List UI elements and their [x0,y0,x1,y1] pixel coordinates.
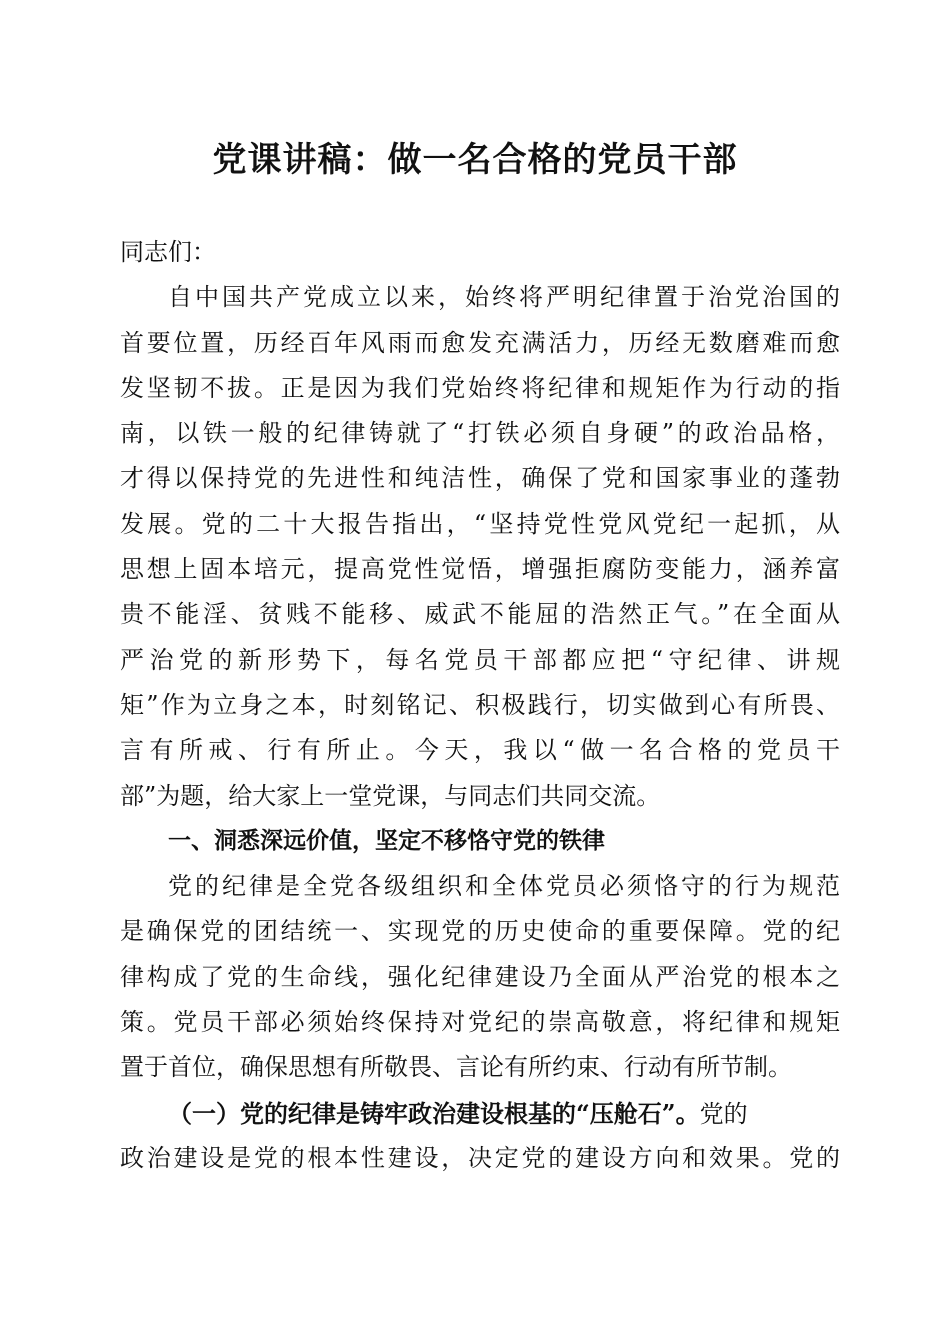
paragraph-line: 党的纪律是全党各级组织和全体党员必须恪守的行为规范 [168,872,840,901]
section-heading: 一、洞悉深远价值，坚定不移恪守党的铁律 [168,827,605,854]
paragraph-line: 发坚韧不拔。正是因为我们党始终将纪律和规矩作为行动的指 [120,373,840,402]
paragraph-line: 首要位置，历经百年风雨而愈发充满活力，历经无数磨难而愈 [120,328,840,357]
document-body [120,230,840,1181]
document-title: 党课讲稿：做一名合格的党员干部 [212,140,738,180]
subsection-text: 党的 [699,1099,748,1128]
paragraph-line: 才得以保持党的先进性和纯洁性，确保了党和国家事业的蓬勃 [120,464,840,493]
subsection-line [120,1091,840,1136]
paragraph-line: 政治建设是党的根本性建设，决定党的建设方向和效果。党的 [120,1143,840,1172]
paragraph-line: 自中国共产党成立以来，始终将严明纪律置于治党治国的 [168,283,840,312]
paragraph-line: 部”为题，给大家上一堂党课，与同志们共同交流。 [120,781,661,810]
paragraph-line: 贵不能淫、贫贱不能移、威武不能屈的浩然正气。”在全面从 [120,600,840,629]
paragraph-line: 思想上固本培元，提高党性觉悟，增强拒腐防变能力，涵养富 [120,555,840,584]
paragraph-line: 矩”作为立身之本，时刻铭记、积极践行，切实做到心有所畏、 [120,690,840,719]
paragraph-line: 策。党员干部必须始终保持对党纪的崇高敬意，将纪律和规矩 [120,1008,840,1037]
salutation: 同志们： [120,238,216,266]
subsection-title: （一）党的纪律是铸牢政治建设根基的“压舱石”。 [168,1098,700,1128]
paragraph-line: 言有所戒、行有所止。今天，我以“做一名合格的党员干 [120,736,840,765]
paragraph-line: 发展。党的二十大报告指出，“坚持党性党风党纪一起抓，从 [120,509,840,538]
paragraph-line: 是确保党的团结统一、实现党的历史使命的重要保障。党的纪 [120,917,840,946]
paragraph-line: 律构成了党的生命线，强化纪律建设乃全面从严治党的根本之 [120,962,840,991]
paragraph-line: 严治党的新形势下，每名党员干部都应把“守纪律、讲规 [120,645,840,674]
paragraph-line: 南，以铁一般的纪律铸就了“打铁必须自身硬”的政治品格， [120,419,840,448]
paragraph-line: 置于首位，确保思想有所敬畏、言论有所约束、行动有所节制。 [120,1053,792,1082]
